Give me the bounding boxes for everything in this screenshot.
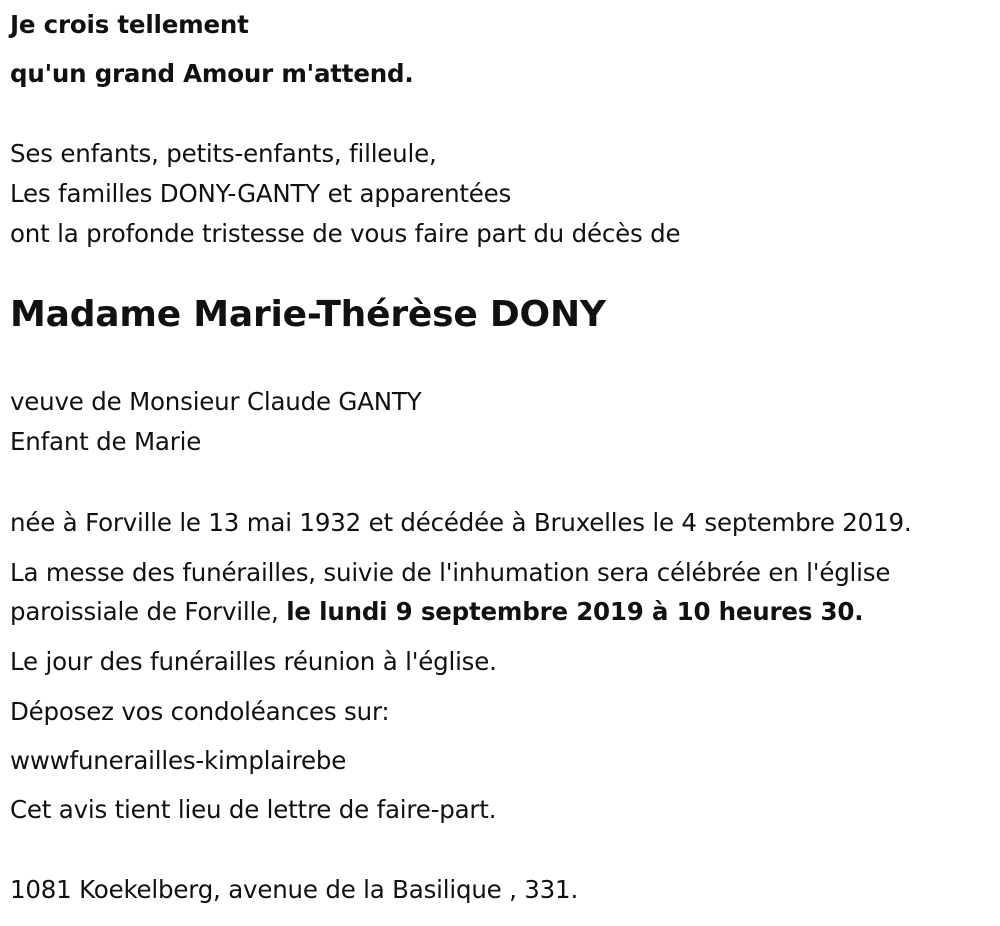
announcement-line-3: ont la profonde tristesse de vous faire part du décès de — [10, 219, 681, 248]
address-line: 1081 Koekelberg, avenue de la Basilique , 331. — [10, 875, 579, 904]
religious-title-line: Enfant de Marie — [10, 427, 202, 456]
mass-location-text: paroissiale de Forville, — [10, 597, 287, 626]
condolences-website: wwwfunerailles-kimplairebe — [10, 746, 347, 775]
birth-death-line: née à Forville le 13 mai 1932 et décédée à Bruxelles le 4 septembre 2019. — [10, 508, 912, 537]
gathering-line: Le jour des funérailles réunion à l'église. — [10, 647, 497, 676]
widow-of-line: veuve de Monsieur Claude GANTY — [10, 387, 422, 416]
mass-line-2 — [10, 596, 863, 628]
funeral-date-time: le lundi 9 septembre 2019 à 10 heures 30. — [286, 597, 864, 626]
announcement-line-2: Les familles DONY-GANTY et apparentées — [10, 179, 512, 208]
epigraph-line-1: Je crois tellement — [10, 10, 249, 39]
announcement-line-1: Ses enfants, petits-enfants, filleule, — [10, 139, 437, 168]
notice-line: Cet avis tient lieu de lettre de faire-part. — [10, 795, 497, 824]
condolences-line: Déposez vos condoléances sur: — [10, 697, 390, 726]
deceased-name: Madame Marie-Thérèse DONY — [10, 294, 606, 335]
mass-line-1: La messe des funérailles, suivie de l'inhumation sera célébrée en l'église — [10, 558, 891, 587]
epigraph-line-2: qu'un grand Amour m'attend. — [10, 59, 414, 88]
